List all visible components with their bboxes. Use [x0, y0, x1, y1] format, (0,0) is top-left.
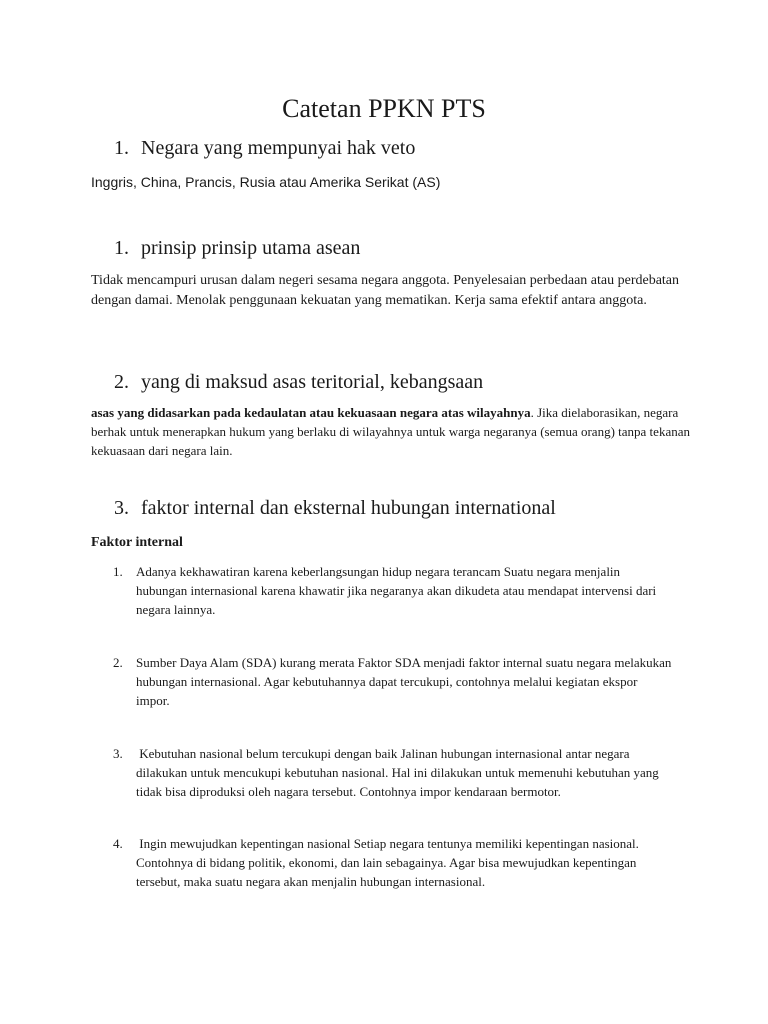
section-number: 1. [114, 137, 129, 159]
section-heading-asas-teritorial [114, 369, 483, 395]
section-heading-text: Negara yang mempunyai hak veto [141, 137, 416, 159]
list-item-number: 2. [113, 655, 123, 670]
bold-definition: asas yang didasarkan pada kedaulatan atau kekuasaan negara atas wilayahnya [91, 405, 531, 420]
definition-elaboration: . Jika dielaborasikan, negara berhak untuk menerapkan hukum yang berlaku di wilayahnya untuk warga negaranya (semua orang) tanpa tekanan kekuasaan dari negara lain. [91, 405, 690, 458]
list-item-number: 3. [113, 746, 123, 761]
section-number: 1. [114, 237, 129, 259]
page-title: Catetan PPKN PTS [282, 94, 486, 123]
section-heading-hak-veto [114, 135, 415, 161]
section-body-asas-teritorial [91, 403, 691, 460]
list-item [113, 834, 673, 891]
list-item-text: Adanya kekhawatiran karena keberlangsungan hidup negara terancam Suatu negara menjalin hubungan internasional karena khawatir jika negaranya akan dikudeta atau mendapat intervensi dari negara lainnya. [136, 564, 657, 617]
section-heading-text: yang di maksud asas teritorial, kebangsaan [141, 371, 484, 393]
section-body-prinsip-asean: Tidak mencampuri urusan dalam negeri sesama negara anggota. Penyelesaian perbedaan atau perdebatan dengan damai. Menolak penggunaan kekuatan yang mematikan. Kerja sama efektif antara anggota. [91, 273, 680, 308]
subheading-faktor-internal: Faktor internal [91, 535, 183, 550]
section-number: 3. [114, 497, 129, 519]
list-item [113, 744, 673, 801]
list-item-number: 4. [113, 836, 123, 851]
section-heading-text: faktor internal dan eksternal hubungan international [141, 497, 556, 519]
section-heading-text: prinsip prinsip utama asean [141, 237, 361, 259]
list-item-text: Kebutuhan nasional belum tercukupi dengan baik Jalinan hubungan internasional antar negara dilakukan untuk mencukupi kebutuhan nasional. Hal ini dilakukan untuk memenuhi kebutuhan yang tidak bisa diproduksi oleh nagara tersebut. Contohnya impor kendaraan bermotor. [136, 746, 663, 799]
list-item-number: 1. [113, 564, 123, 579]
section-body-hak-veto: Inggris, China, Prancis, Rusia atau Amerika Serikat (AS) [91, 174, 441, 190]
section-heading-prinsip-asean [114, 235, 360, 261]
section-number: 2. [114, 371, 129, 393]
list-item-text: Sumber Daya Alam (SDA) kurang merata Faktor SDA menjadi faktor internal suatu negara melakukan hubungan internasional. Agar kebutuhannya dapat tercukupi, contohnya melalui kegiatan ekspor impor. [136, 655, 672, 708]
list-item [113, 653, 673, 710]
list-item-text: Ingin mewujudkan kepentingan nasional Setiap negara tentunya memiliki kepentingan nasional. Contohnya di bidang politik, ekonomi, dan lain sebagainya. Agar bisa mewujudkan kepentingan tersebut, maka suatu negara akan menjalin hubungan internasional. [136, 836, 643, 889]
section-heading-faktor-hubungan [114, 495, 556, 521]
list-item [113, 562, 673, 619]
